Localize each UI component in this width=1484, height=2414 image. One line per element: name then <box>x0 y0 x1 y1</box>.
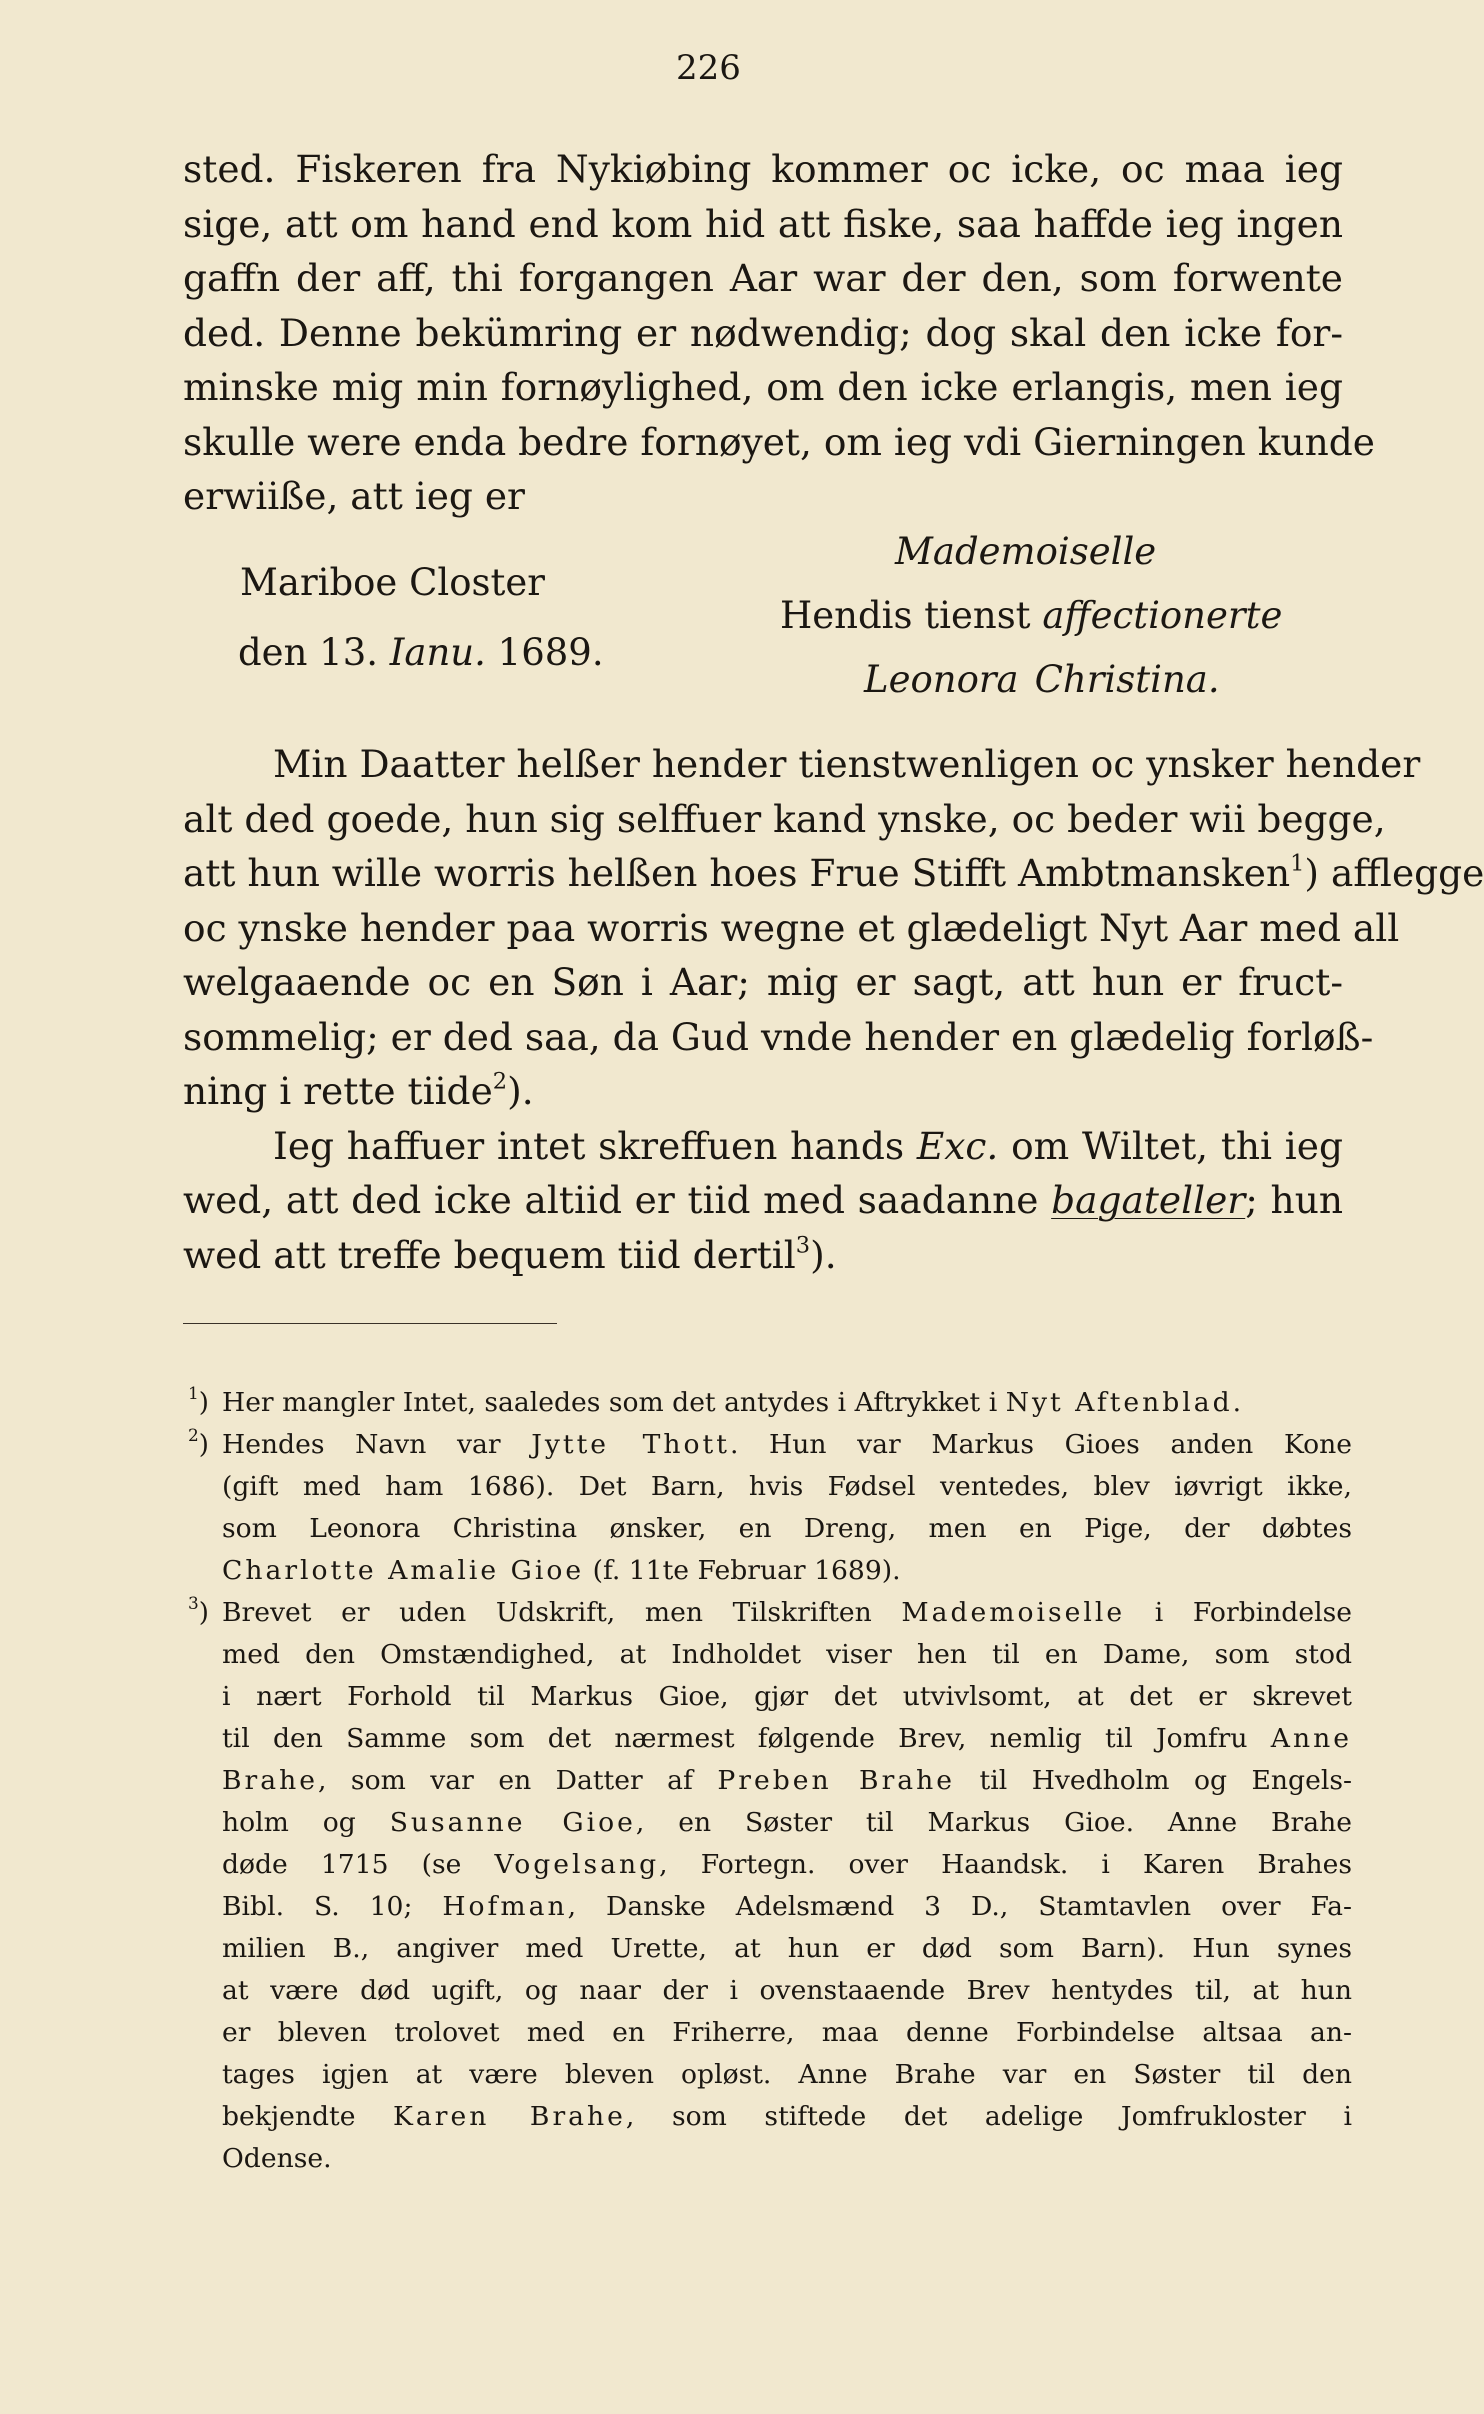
footnote-line: Brevet er uden Udskrift, men Tilskriften Mademoiselle i Forbindelse <box>222 1597 1352 1628</box>
postscript-line: alt ded goede, hun sig selffuer kand ynske, oc beder wii begge, <box>183 796 1386 841</box>
postscript-line: sommelig; er ded saa, da Gud vnde hender en glædelig forløß- <box>183 1014 1374 1059</box>
letter-paragraph <box>183 142 1375 524</box>
footnote-marker: $^1$) <box>188 1383 209 1418</box>
letter-line: gaffn der aff, thi forgangen Aar war der den, som forwente <box>183 256 1343 300</box>
footnote-line: Her mangler Intet, saaledes som det antydes i Aftrykket i Nyt Aftenblad. <box>222 1387 1242 1418</box>
postscript-line: att hun wille worris helßen hoes Frue Stifft Ambtmansken$^1$) afflegge <box>183 850 1484 895</box>
footnote-marker: $^3$) <box>188 1593 209 1628</box>
affection-word: affectionerte <box>1042 594 1283 637</box>
footnote-3 <box>188 1592 1352 2180</box>
footnote-line: milien B., angiver med Urette, at hun er død som Barn). Hun synes <box>222 1933 1352 1964</box>
footnote-line: at være død ugift, og naar der i ovenstaaende Brev hentydes til, at hun <box>222 1975 1352 2006</box>
footnote-line: (gift med ham 1686). Det Barn, hvis Fødsel ventedes, blev iøvrigt ikke, <box>222 1471 1352 1502</box>
footnote-divider <box>183 1323 557 1324</box>
postscript-line: wed att treffe bequem tiid dertil$^3$). <box>183 1231 837 1277</box>
footnote-ref: 2 <box>492 1068 508 1095</box>
footnote-line: er bleven trolovet med en Friherre, maa denne Forbindelse altsaa an- <box>222 2017 1352 2048</box>
footnote-ref: 3 <box>795 1231 811 1258</box>
name-last: Christina. <box>1034 658 1220 701</box>
footnote-line: tages igjen at være bleven opløst. Anne Brahe var en Søster til den <box>222 2059 1352 2090</box>
footnote-line: døde 1715 (se Vogelsang, Fortegn. over Haandsk. i Karen Brahes <box>222 1849 1352 1880</box>
signature-name <box>780 648 1282 712</box>
footnote-line: til den Samme som det nærmest følgende Brev, nemlig til Jomfru Anne <box>222 1723 1352 1754</box>
postscript-line: oc ynske hender paa worris wegne et glædeligt Nyt Aar med all <box>183 905 1400 950</box>
letter-signature <box>780 520 1282 712</box>
service-text: Hendis tienst <box>780 594 1031 637</box>
footnote-2 <box>188 1424 1352 1592</box>
name-first: Leonora <box>864 658 1019 701</box>
postscript-line: ning i rette tiide$^2$). <box>183 1068 534 1113</box>
letter-line: skulle were enda bedre fornøyet, om ieg vdi Gierningen kunde <box>183 419 1375 464</box>
letter-line: sige, att om hand end kom hid att fiske, saa haffde ieg ingen <box>183 201 1343 246</box>
footnote-line: bekjendte Karen Brahe, som stiftede det adelige Jomfrukloster i <box>222 2101 1352 2132</box>
footnote-line: som Leonora Christina ønsker, en Dreng, men en Pige, der døbtes <box>222 1513 1352 1544</box>
date-month: Ianu. <box>389 631 486 674</box>
letter-line: erwiiße, att ieg er <box>183 474 525 518</box>
postscript-line: Ieg haffuer intet skreffuen hands Exc. om Wiltet, thi ieg <box>273 1123 1343 1168</box>
footnote-line: Charlotte Amalie Gioe (f. 11te Februar 1689). <box>222 1555 901 1586</box>
salutation: Mademoiselle <box>895 530 1157 573</box>
exc-abbrev: Exc. <box>916 1123 999 1168</box>
footnote-marker: $^2$) <box>188 1425 209 1460</box>
date-prefix: den 13. <box>238 631 379 674</box>
date <box>238 618 604 688</box>
letter-place-date <box>240 548 604 688</box>
footnote-line: Odense. <box>222 2143 332 2174</box>
footnotes <box>188 1382 1352 2180</box>
service-line <box>780 584 1282 648</box>
footnote-line: Hendes Navn var Jytte Thott. Hun var Markus Gioes anden Kone <box>222 1429 1352 1460</box>
date-year: 1689. <box>497 631 604 674</box>
bagateller-word: bagateller <box>1051 1178 1246 1222</box>
letter-line: minske mig min fornøylighed, om den icke erlangis, men ieg <box>183 365 1343 409</box>
place: Mariboe Closter <box>240 561 545 604</box>
postscript-paragraph <box>183 737 1484 1282</box>
footnote-line: holm og Susanne Gioe, en Søster til Markus Gioe. Anne Brahe <box>222 1807 1352 1838</box>
footnote-line: med den Omstændighed, at Indholdet viser hen til en Dame, som stod <box>222 1639 1352 1670</box>
footnote-line: Bibl. S. 10; Hofman, Danske Adelsmænd 3 D., Stamtavlen over Fa- <box>222 1891 1352 1922</box>
footnote-line: i nært Forhold til Markus Gioe, gjør det utvivlsomt, at det er skrevet <box>222 1681 1352 1712</box>
footnote-1 <box>188 1382 1352 1424</box>
page-number: 226 <box>676 48 741 88</box>
letter-line: sted. Fiskeren fra Nykiøbing kommer oc icke, oc maa ieg <box>183 147 1343 191</box>
letter-line: ded. Denne bekümring er nødwendig; dog skal den icke for- <box>183 310 1343 355</box>
footnote-ref: 1 <box>1290 850 1305 877</box>
footnote-line: Brahe, som var en Datter af Preben Brahe til Hvedholm og Engels- <box>222 1765 1352 1796</box>
postscript-line: welgaaende oc en Søn i Aar; mig er sagt, att hun er fruct- <box>183 960 1343 1004</box>
postscript-line: wed, att ded icke altiid er tiid med saadanne bagateller; hun <box>183 1178 1344 1222</box>
postscript-line: Min Daatter helßer hender tienstwenligen oc ynsker hender <box>273 742 1421 786</box>
